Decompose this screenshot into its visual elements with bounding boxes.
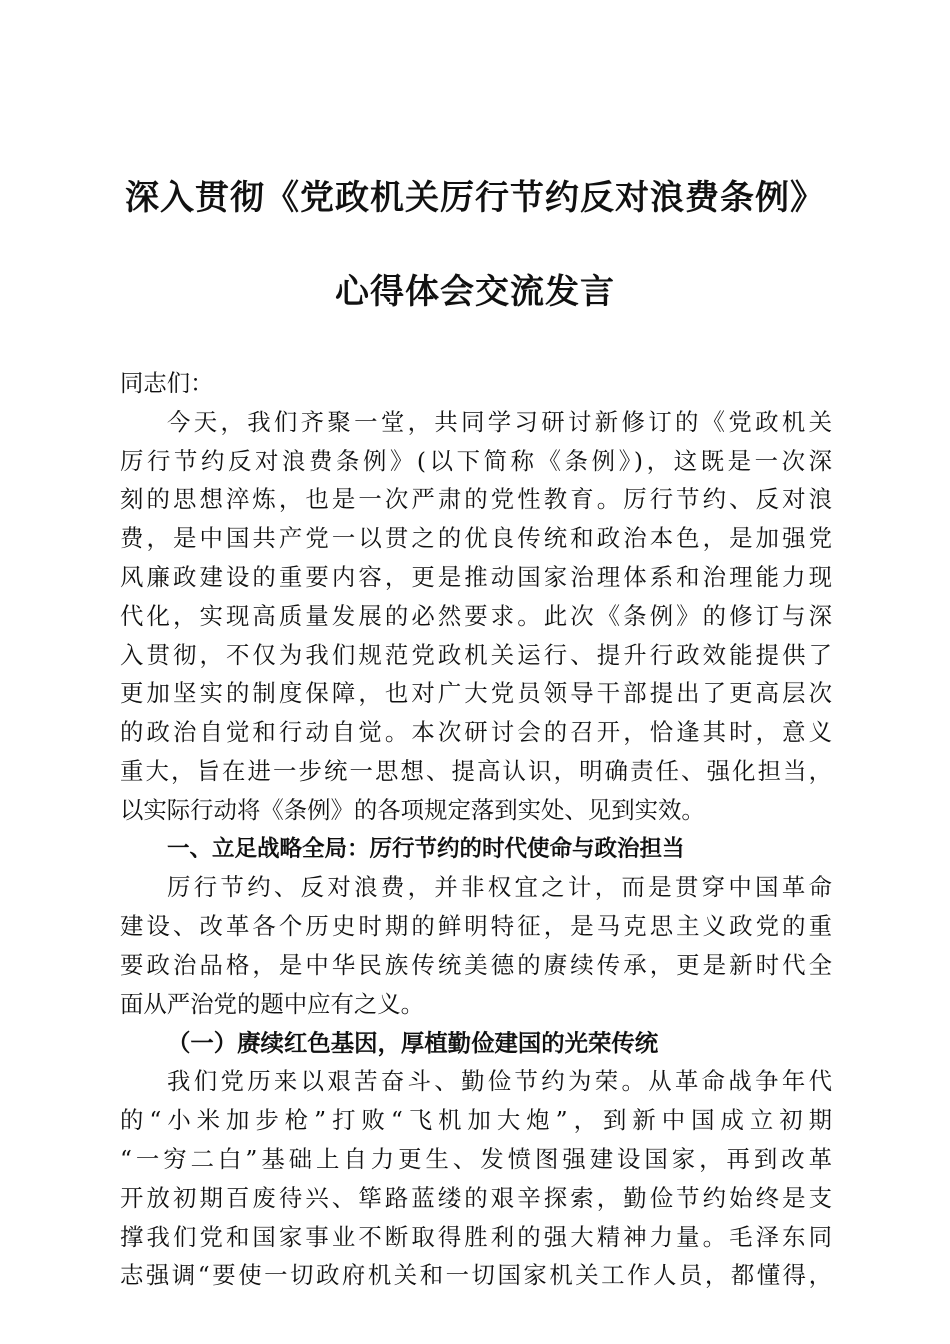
body-line: 要政治品格，是中华民族传统美德的赓续传承，更是新时代全 — [120, 950, 832, 979]
body-line: “一穷二白”基础上自力更生、发愤图强建设国家，再到改革 — [120, 1144, 832, 1173]
body-line: 的“小米加步枪”打败“飞机加大炮”，到新中国成立初期 — [120, 1106, 832, 1135]
body-line: 建设、改革各个历史时期的鲜明特征，是马克思主义政党的重 — [120, 912, 832, 941]
body-line: 风廉政建设的重要内容，更是推动国家治理体系和治理能力现 — [120, 562, 832, 591]
body-line: 撑我们党和国家事业不断取得胜利的强大精神力量。毛泽东同 — [120, 1222, 832, 1251]
body-line: 厉行节约反对浪费条例》(以下简称《条例》)，这既是一次深 — [120, 446, 832, 475]
subsection-heading: （一）赓续红色基因，厚植勤俭建国的光荣传统 — [167, 1028, 659, 1057]
body-line: 费，是中国共产党一以贯之的优良传统和政治本色，是加强党 — [120, 524, 832, 553]
paragraph-last-line: 面从严治党的题中应有之义。 — [120, 989, 425, 1018]
paragraph-first-line: 我们党历来以艰苦奋斗、勤俭节约为荣。从革命战争年代 — [167, 1067, 832, 1096]
body-line: 更加坚实的制度保障，也对广大党员领导干部提出了更高层次 — [120, 679, 832, 708]
document-title-line-2: 心得体会交流发言 — [335, 272, 615, 312]
body-line: 重大，旨在进一步统一思想、提高认识，明确责任、强化担当， — [120, 756, 832, 785]
body-line: 入贯彻，不仅为我们规范党政机关运行、提升行政效能提供了 — [120, 640, 832, 669]
section-heading: 一、立足战略全局：厉行节约的时代使命与政治担当 — [167, 835, 685, 862]
paragraph-first-line: 厉行节约、反对浪费，并非权宜之计，而是贯穿中国革命 — [167, 873, 832, 902]
document-body — [120, 364, 832, 1295]
body-line: 代化，实现高质量发展的必然要求。此次《条例》的修订与深 — [120, 601, 832, 630]
body-line: 刻的思想淬炼，也是一次严肃的党性教育。厉行节约、反对浪 — [120, 485, 832, 514]
body-line: 志强调“要使一切政府机关和一切国家机关工作人员，都懂得， — [120, 1261, 832, 1290]
body-line: 开放初期百废待兴、筚路蓝缕的艰辛探索，勤俭节约始终是支 — [120, 1183, 832, 1212]
greeting: 同志们： — [120, 369, 214, 397]
document-title-line-1: 深入贯彻《党政机关厉行节约反对浪费条例》 — [125, 178, 825, 218]
body-line: 的政治自觉和行动自觉。本次研讨会的召开，恰逢其时，意义 — [120, 718, 832, 747]
paragraph-first-line: 今天，我们齐聚一堂，共同学习研讨新修订的《党政机关 — [167, 407, 832, 436]
paragraph-last-line: 以实际行动将《条例》的各项规定落到实处、见到实效。 — [120, 795, 705, 824]
body-lines — [120, 403, 832, 1295]
